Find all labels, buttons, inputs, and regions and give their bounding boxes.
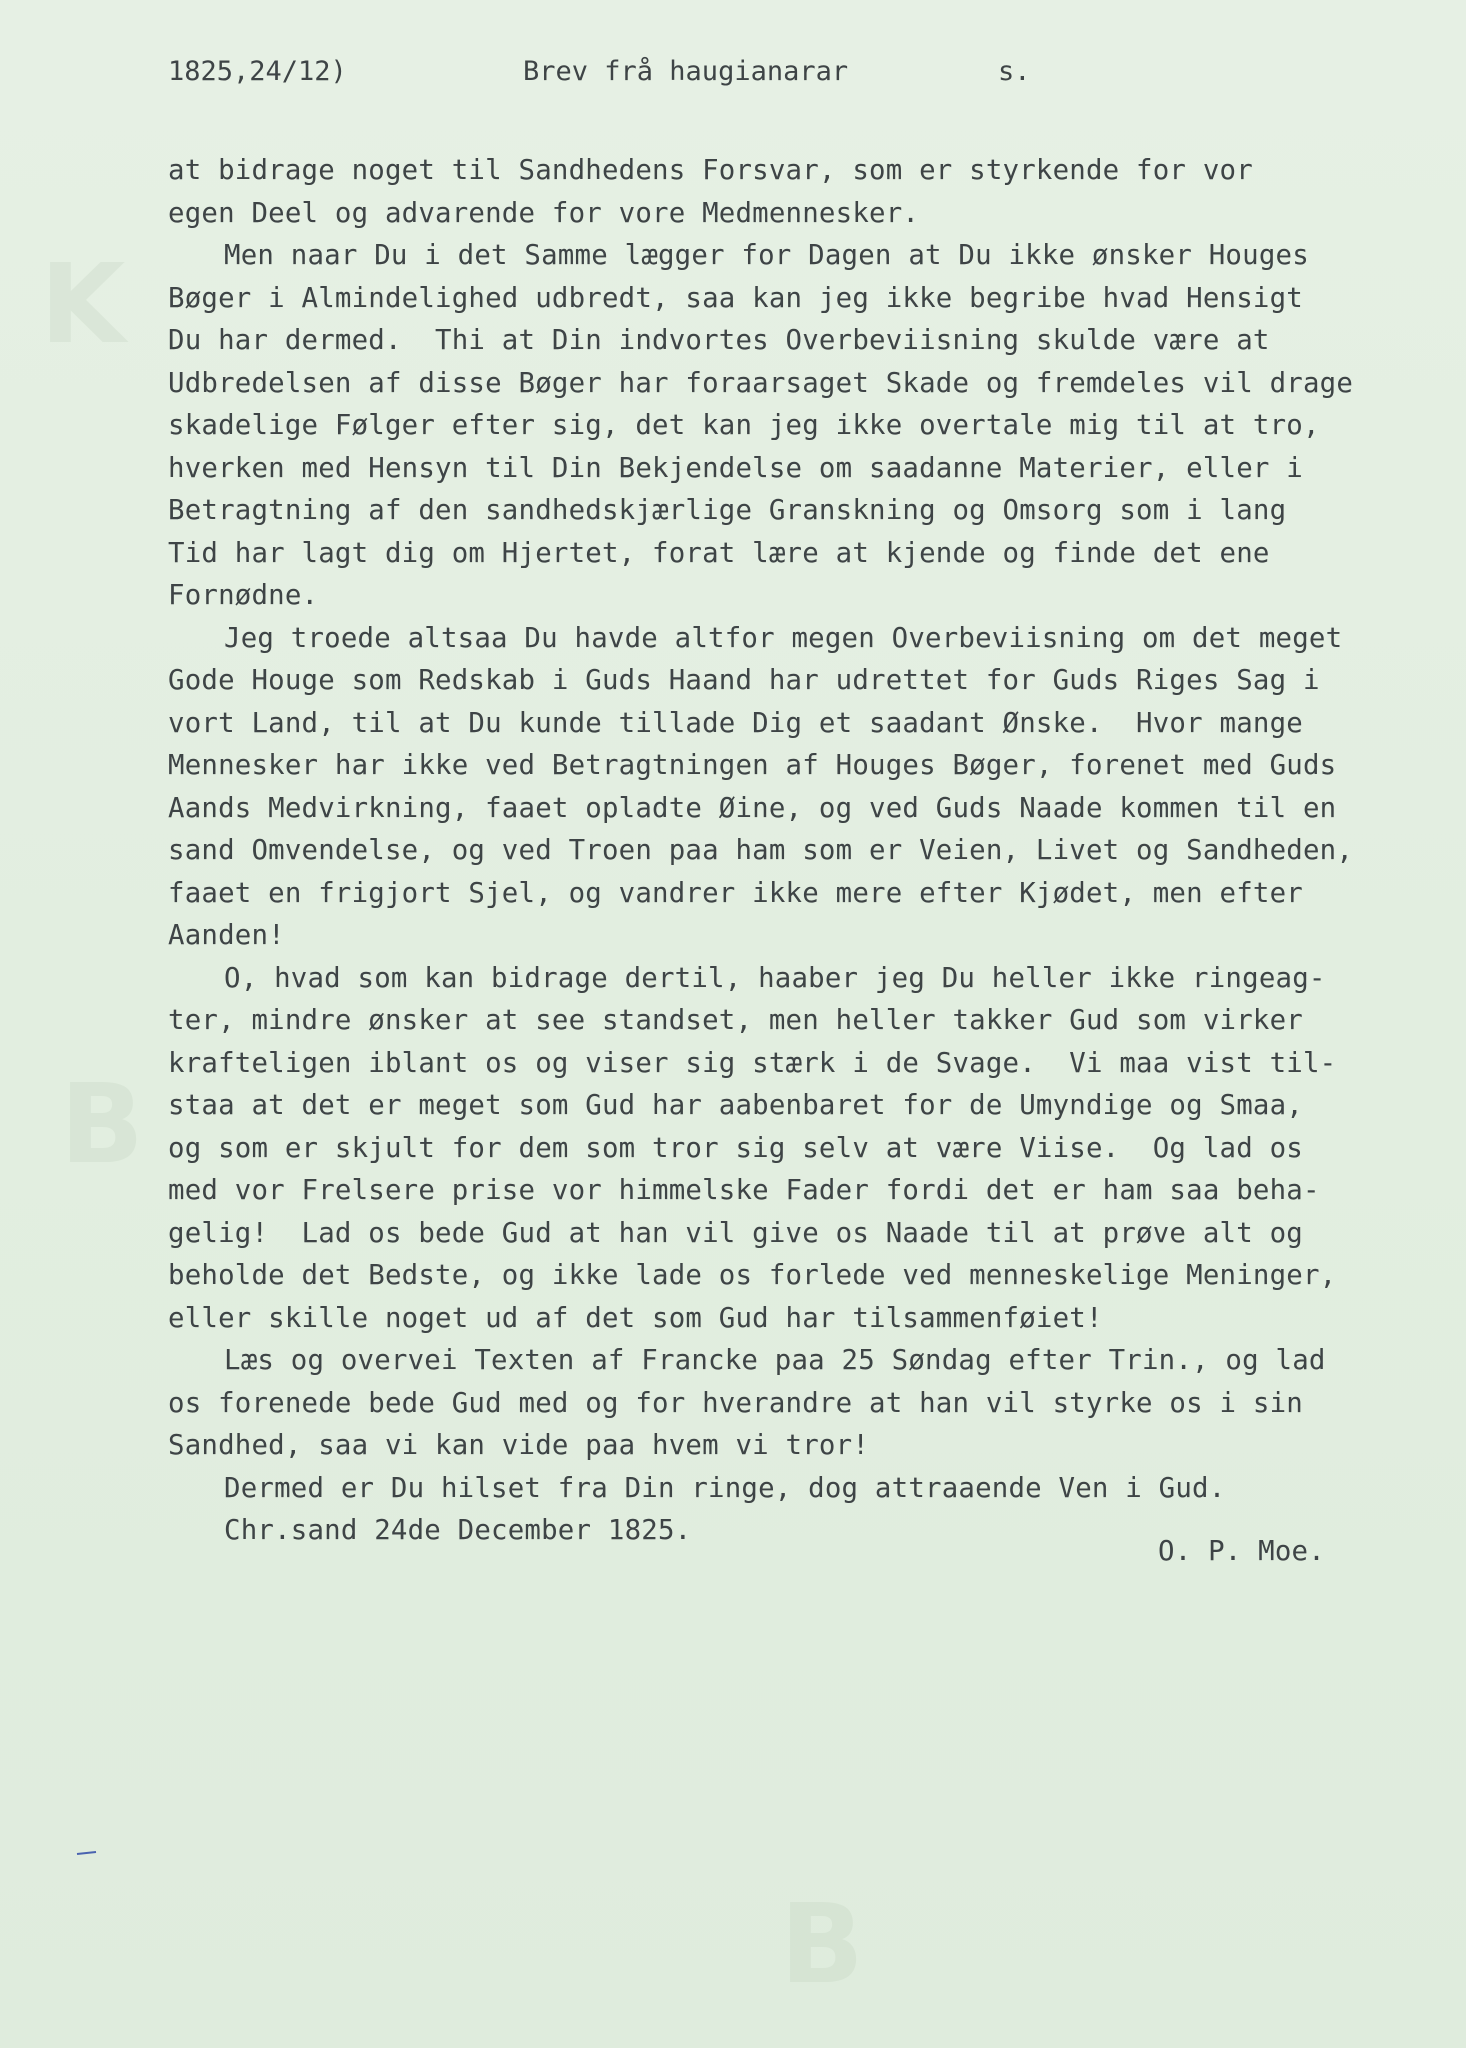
text-line: Aands Medvirkning, faaet opladte Øine, og ved Guds Naade kommen til en [168, 792, 1337, 824]
paragraph-2 [168, 235, 1418, 618]
paragraph-1 [168, 150, 1418, 235]
paragraph-5 [168, 1340, 1418, 1468]
text-line: staa at det er meget som Gud har aabenbaret for de Umyndige og Smaa, [168, 1090, 1303, 1121]
text-line: Dermed er Du hilset fra Din ringe, dog attraaende Ven i Gud. [224, 1472, 1226, 1504]
watermark-mid: B [60, 1060, 150, 1188]
text-line: Betragtning af den sandhedskjærlige Granskning og Omsorg som i lang [168, 495, 1287, 526]
text-line: sand Omvendelse, og ved Troen paa ham som er Veien, Livet og Sandheden, [168, 835, 1354, 866]
watermark-top: K [40, 240, 132, 368]
paragraph-4 [168, 958, 1418, 1341]
text-line: ter, mindre ønsker at see standset, men heller takker Gud som virker [168, 1005, 1303, 1036]
text-line: med vor Frelsere prise vor himmelske Fader fordi det er ham saa beha- [168, 1175, 1320, 1206]
text-line: at bidrage noget til Sandhedens Forsvar, som er styrkende for vor [168, 155, 1253, 186]
text-line: hverken med Hensyn til Din Bekjendelse om saadanne Materier, eller i [168, 452, 1303, 484]
text-line: krafteligen iblant os og viser sig stærk i de Svage. Vi maa vist til- [168, 1047, 1337, 1079]
signature: O. P. Moe. [1158, 1535, 1325, 1567]
text-line: O, hvad som kan bidrage dertil, haaber jeg Du heller ikke ringeag- [224, 962, 1326, 994]
text-line: egen Deel og advarende for vore Medmennesker. [168, 197, 920, 229]
text-line: Bøger i Almindelighed udbredt, saa kan jeg ikke begribe hvad Hensigt [168, 282, 1303, 314]
text-line: Du har dermed. Thi at Din indvortes Overbeviisning skulde være at [168, 325, 1270, 356]
pen-mark-icon [76, 1850, 98, 1856]
text-line: Læs og overvei Texten af Francke paa 25 Søndag efter Trin., og lad [224, 1345, 1326, 1376]
header-suffix: s. [998, 56, 1031, 87]
text-line: beholde det Bedste, og ikke lade os forlede ved menneskelige Meninger, [168, 1260, 1337, 1291]
text-line: Sandhed, saa vi kan vide paa hvem vi tror! [168, 1430, 870, 1461]
text-line: Men naar Du i det Samme lægger for Dagen at Du ikke ønsker Houges [224, 240, 1309, 271]
text-line: Gode Houge som Redskab i Guds Haand har udrettet for Guds Riges Sag i [168, 665, 1320, 696]
text-line: Jeg troede altsaa Du havde altfor megen Overbeviisning om det meget [224, 622, 1343, 654]
text-line: os forenede bede Gud med og for hverandre at han vil styrke os i sin [168, 1387, 1303, 1419]
text-line: faaet en frigjort Sjel, og vandrer ikke mere efter Kjødet, men efter [168, 877, 1303, 909]
text-line: Aanden! [168, 920, 285, 951]
text-line: Mennesker har ikke ved Betragtningen af Houges Bøger, forenet med Guds [168, 750, 1337, 781]
text-line: Udbredelsen af disse Bøger har foraarsaget Skade og fremdeles vil drage [168, 367, 1354, 399]
text-line: skadelige Følger efter sig, det kan jeg ikke overtale mig til at tro, [168, 410, 1320, 441]
text-line: Fornødne. [168, 580, 319, 611]
header-title: Brev frå haugianarar [523, 56, 849, 87]
paragraph-3 [168, 618, 1418, 958]
text-line: vort Land, til at Du kunde tillade Dig et saadant Ønske. Hvor mange [168, 707, 1303, 739]
text-line: eller skille noget ud af det som Gud har tilsammenføiet! [168, 1302, 1103, 1334]
text-line: gelig! Lad os bede Gud at han vil give os Naade til at prøve alt og [168, 1217, 1303, 1249]
letter-body [168, 150, 1418, 1573]
text-line: Tid har lagt dig om Hjertet, forat lære at kjende og finde det ene [168, 537, 1270, 569]
watermark-bottom: B [780, 1880, 870, 2008]
text-line: Chr.sand 24de December 1825. [224, 1515, 692, 1546]
header-ref: 1825,24/12) [168, 56, 347, 87]
text-line: og som er skjult for dem som tror sig selv at være Viise. Og lad os [168, 1132, 1303, 1164]
